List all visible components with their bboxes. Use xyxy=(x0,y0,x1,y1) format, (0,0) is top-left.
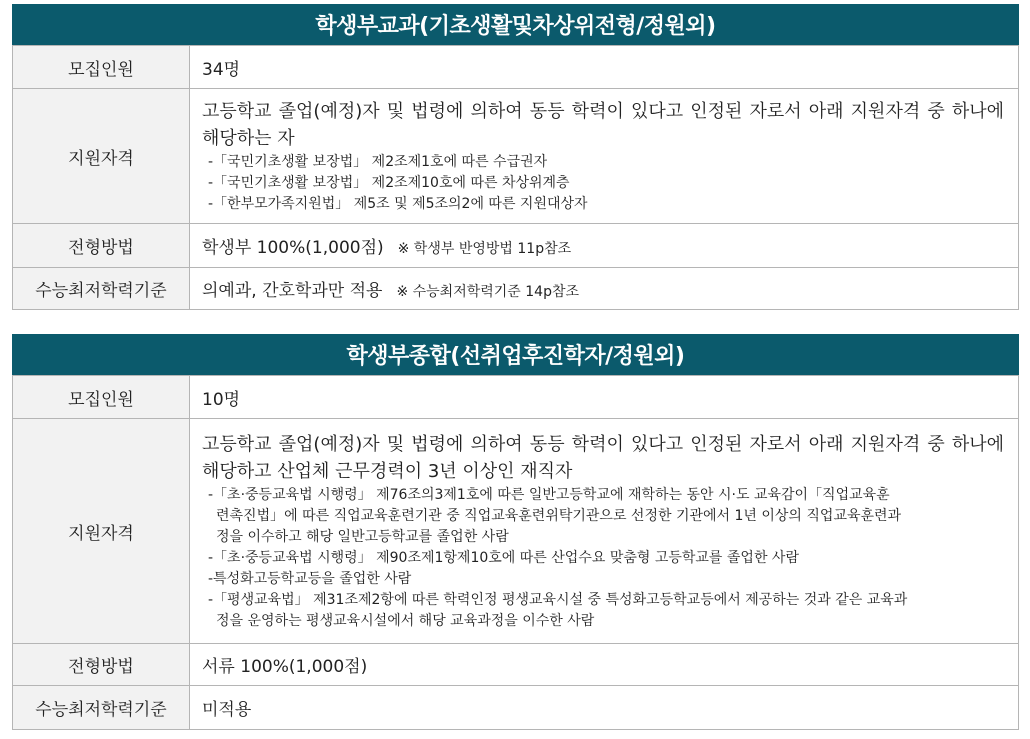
table-row xyxy=(13,376,1019,419)
method-cell xyxy=(190,224,1019,268)
list-item: -「국민기초생활 보장법」 제2조제1호에 따른 수급권자 xyxy=(208,153,548,170)
row-label: 지원자격 xyxy=(13,419,190,644)
section-jonghap xyxy=(12,334,1019,730)
row-label: 수능최저학력기준 xyxy=(13,686,190,730)
minimum-note: ※ 수능최저학력기준 14p참조 xyxy=(396,284,580,300)
recruit-count: 34명 xyxy=(190,46,1019,89)
method-value: 서류 100%(1,000점) xyxy=(190,644,1019,686)
minimum-value: 미적용 xyxy=(190,686,1019,730)
list-item xyxy=(202,548,1004,569)
row-label: 전형방법 xyxy=(13,224,190,268)
admission-table xyxy=(12,45,1019,310)
row-label: 수능최저학력기준 xyxy=(13,268,190,310)
list-item: -「국민기초생활 보장법」 제2조제10호에 따른 차상위계층 xyxy=(208,174,570,191)
minimum-cell xyxy=(190,268,1019,310)
qualification-cell xyxy=(190,419,1019,644)
table-row xyxy=(13,268,1019,310)
list-item-text: -「초·중등교육법 시행령」 제90조제1항제10호에 따른 산업수요 맞춤형 고등학교를 졸업한 사람 xyxy=(208,549,799,566)
list-item xyxy=(202,485,1004,548)
list-item-continuation: 정을 이수하고 해당 일반고등학교를 졸업한 사람 xyxy=(216,528,509,545)
list-item-text: -「평생교육법」 제31조제2항에 따른 학력인정 평생교육시설 중 특성화고등학교등에서 제공하는 것과 같은 교육과 xyxy=(208,591,908,608)
table-row xyxy=(13,644,1019,686)
section-title: 학생부교과(기초생활및차상위전형/정원외) xyxy=(12,4,1019,45)
method-note: ※ 학생부 반영방법 11p참조 xyxy=(397,241,572,257)
list-item xyxy=(202,569,1004,590)
list-item-text: -특성화고등학교등을 졸업한 사람 xyxy=(208,570,412,587)
list-item-text: -「초·중등교육법 시행령」 제76조의3제1호에 따른 일반고등학교에 재학하는 동안 시·도 교육감이「직업교육훈 xyxy=(208,486,890,503)
row-label: 지원자격 xyxy=(13,89,190,224)
row-label: 전형방법 xyxy=(13,644,190,686)
minimum-value: 의예과, 간호학과만 적용 xyxy=(202,281,383,301)
row-label: 모집인원 xyxy=(13,46,190,89)
list-item: -「한부모가족지원법」 제5조 및 제5조의2에 따른 지원대상자 xyxy=(208,195,588,212)
qualification-cell xyxy=(190,89,1019,224)
section-gyogwa xyxy=(12,4,1019,310)
table-row xyxy=(13,46,1019,89)
qualification-main: 고등학교 졸업(예정)자 및 법령에 의하여 동등 학력이 있다고 인정된 자로서 아래 지원자격 중 하나에 해당하는 자 xyxy=(202,100,1004,149)
qualification-main: 고등학교 졸업(예정)자 및 법령에 의하여 동등 학력이 있다고 인정된 자로서 아래 지원자격 중 하나에 해당하고 산업체 근무경력이 3년 이상인 재직자 xyxy=(202,433,1004,482)
row-label: 모집인원 xyxy=(13,376,190,419)
table-row xyxy=(13,686,1019,730)
table-row xyxy=(13,224,1019,268)
admission-table xyxy=(12,375,1019,730)
list-item xyxy=(202,590,1004,632)
section-title: 학생부종합(선취업후진학자/정원외) xyxy=(12,334,1019,375)
list-item-continuation: 정을 운영하는 평생교육시설에서 해당 교육과정을 이수한 사람 xyxy=(216,612,595,629)
method-value: 학생부 100%(1,000점) xyxy=(202,238,384,258)
list-item-continuation: 련촉진법」에 따른 직업교육훈련기관 중 직업교육훈련위탁기관으로 선정한 기관에서 1년 이상의 직업교육훈련과 xyxy=(216,507,902,524)
recruit-count: 10명 xyxy=(190,376,1019,419)
table-row xyxy=(13,89,1019,224)
table-row xyxy=(13,419,1019,644)
